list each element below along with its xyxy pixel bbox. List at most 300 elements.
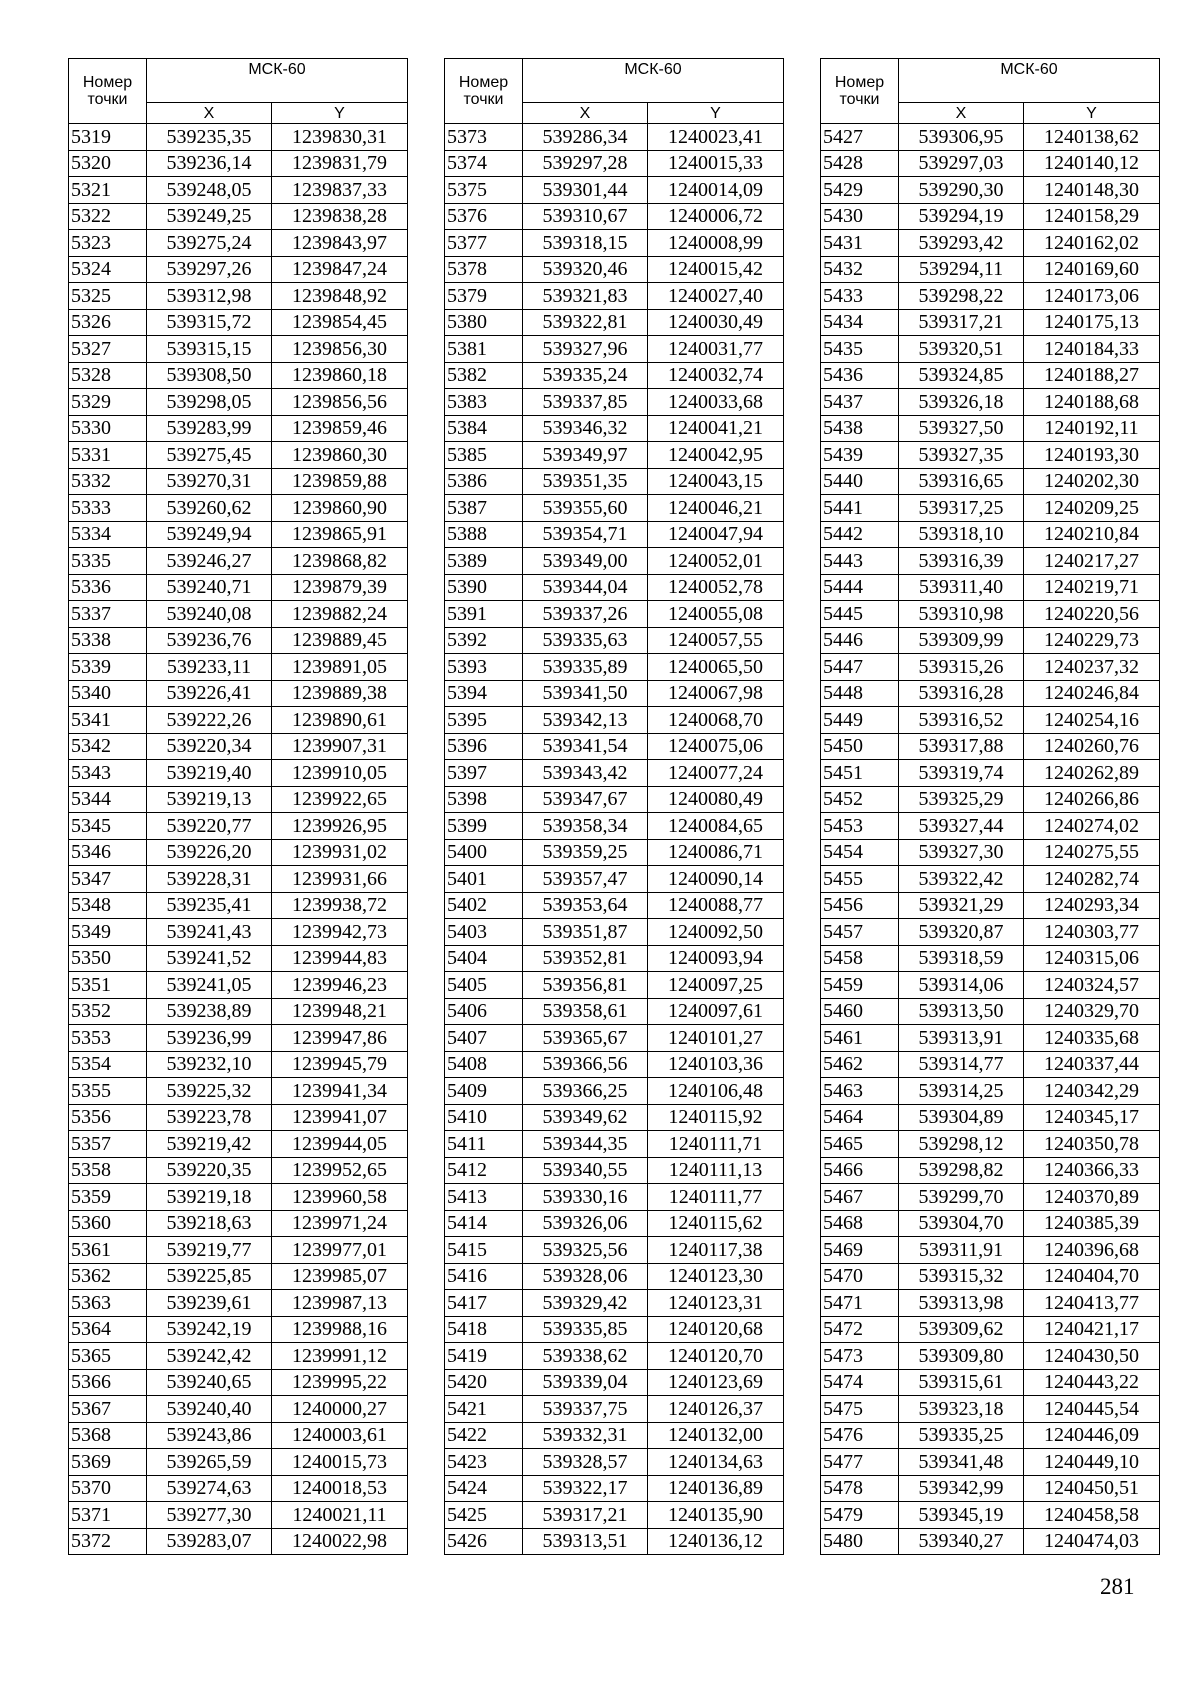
point-number-cell: 5393 (445, 654, 523, 681)
x-coordinate-cell: 539330,16 (523, 1184, 648, 1211)
point-number-cell: 5336 (69, 574, 147, 601)
y-coordinate-cell: 1240033,68 (648, 389, 784, 416)
table-row (821, 362, 1160, 389)
point-number-cell: 5450 (821, 733, 899, 760)
coordinates-table-3 (820, 58, 1160, 1555)
point-number-cell: 5321 (69, 177, 147, 204)
y-coordinate-cell: 1240396,68 (1024, 1237, 1160, 1264)
point-number-cell: 5402 (445, 892, 523, 919)
table-row (69, 1290, 408, 1317)
y-coordinate-cell: 1240088,77 (648, 892, 784, 919)
x-coordinate-cell: 539321,83 (523, 283, 648, 310)
y-coordinate-cell: 1240202,30 (1024, 468, 1160, 495)
y-coordinate-cell: 1240254,16 (1024, 707, 1160, 734)
y-coordinate-cell: 1240022,98 (272, 1528, 408, 1555)
y-coordinate-cell: 1239890,61 (272, 707, 408, 734)
x-coordinate-cell: 539337,26 (523, 601, 648, 628)
y-coordinate-cell: 1240337,44 (1024, 1051, 1160, 1078)
point-number-cell: 5477 (821, 1449, 899, 1476)
y-coordinate-cell: 1240303,77 (1024, 919, 1160, 946)
y-coordinate-cell: 1240092,50 (648, 919, 784, 946)
point-number-cell: 5370 (69, 1475, 147, 1502)
y-coordinate-cell: 1239952,65 (272, 1157, 408, 1184)
point-number-cell: 5428 (821, 150, 899, 177)
y-coordinate-cell: 1240008,99 (648, 230, 784, 257)
y-coordinate-cell: 1240041,21 (648, 415, 784, 442)
table-row (445, 680, 784, 707)
x-coordinate-cell: 539241,52 (147, 945, 272, 972)
table-row (69, 150, 408, 177)
table-row (69, 495, 408, 522)
table-row (69, 389, 408, 416)
point-number-cell: 5453 (821, 813, 899, 840)
table-row (445, 283, 784, 310)
table-row (445, 1051, 784, 1078)
point-number-cell: 5446 (821, 627, 899, 654)
y-coordinate-cell: 1240458,58 (1024, 1502, 1160, 1529)
table-row (821, 1290, 1160, 1317)
x-coordinate-cell: 539225,85 (147, 1263, 272, 1290)
x-coordinate-cell: 539314,25 (899, 1078, 1024, 1105)
y-coordinate-cell: 1240021,11 (272, 1502, 408, 1529)
y-coordinate-cell: 1240138,62 (1024, 124, 1160, 151)
x-coordinate-cell: 539297,28 (523, 150, 648, 177)
point-number-cell: 5366 (69, 1369, 147, 1396)
table-row (445, 389, 784, 416)
y-coordinate-cell: 1240136,89 (648, 1475, 784, 1502)
table-row (69, 1422, 408, 1449)
x-coordinate-cell: 539304,89 (899, 1104, 1024, 1131)
x-coordinate-cell: 539312,98 (147, 283, 272, 310)
point-number-cell: 5348 (69, 892, 147, 919)
x-coordinate-cell: 539309,62 (899, 1316, 1024, 1343)
table-row (821, 627, 1160, 654)
table-row (821, 1210, 1160, 1237)
point-number-cell: 5449 (821, 707, 899, 734)
table-row (445, 1502, 784, 1529)
table-row (445, 919, 784, 946)
y-coordinate-cell: 1240043,15 (648, 468, 784, 495)
y-coordinate-cell: 1239931,66 (272, 866, 408, 893)
point-number-cell: 5373 (445, 124, 523, 151)
y-coordinate-cell: 1239843,97 (272, 230, 408, 257)
point-number-header: Номер точки (821, 59, 899, 124)
y-coordinate-cell: 1240111,13 (648, 1157, 784, 1184)
y-coordinate-cell: 1240086,71 (648, 839, 784, 866)
table-row (821, 1078, 1160, 1105)
table-row (821, 468, 1160, 495)
y-coordinate-cell: 1239942,73 (272, 919, 408, 946)
point-number-cell: 5465 (821, 1131, 899, 1158)
point-number-cell: 5436 (821, 362, 899, 389)
x-coordinate-cell: 539243,86 (147, 1422, 272, 1449)
table-row (821, 1316, 1160, 1343)
x-coordinate-cell: 539319,74 (899, 760, 1024, 787)
point-number-cell: 5367 (69, 1396, 147, 1423)
table-row (821, 256, 1160, 283)
point-number-cell: 5337 (69, 601, 147, 628)
y-coordinate-cell: 1239882,24 (272, 601, 408, 628)
y-coordinate-cell: 1239910,05 (272, 760, 408, 787)
y-coordinate-cell: 1239865,91 (272, 521, 408, 548)
point-number-cell: 5323 (69, 230, 147, 257)
table-row (445, 203, 784, 230)
table-row (445, 892, 784, 919)
x-coordinate-cell: 539301,44 (523, 177, 648, 204)
y-coordinate-cell: 1240003,61 (272, 1422, 408, 1449)
y-coordinate-cell: 1240169,60 (1024, 256, 1160, 283)
point-number-cell: 5459 (821, 972, 899, 999)
table-row (821, 283, 1160, 310)
table-row (445, 177, 784, 204)
point-number-cell: 5395 (445, 707, 523, 734)
x-coordinate-cell: 539358,61 (523, 998, 648, 1025)
x-coordinate-cell: 539310,98 (899, 601, 1024, 628)
y-coordinate-cell: 1240047,94 (648, 521, 784, 548)
y-coordinate-cell: 1239944,83 (272, 945, 408, 972)
x-coordinate-cell: 539275,45 (147, 442, 272, 469)
y-coordinate-cell: 1240018,53 (272, 1475, 408, 1502)
table-row (69, 415, 408, 442)
x-coordinate-cell: 539240,65 (147, 1369, 272, 1396)
x-coordinate-cell: 539317,25 (899, 495, 1024, 522)
y-coordinate-cell: 1240068,70 (648, 707, 784, 734)
x-coordinate-cell: 539241,05 (147, 972, 272, 999)
y-coordinate-cell: 1240193,30 (1024, 442, 1160, 469)
x-coordinate-cell: 539318,15 (523, 230, 648, 257)
table-row (69, 707, 408, 734)
point-number-cell: 5331 (69, 442, 147, 469)
table-row (445, 362, 784, 389)
y-coordinate-cell: 1240449,10 (1024, 1449, 1160, 1476)
x-coordinate-cell: 539316,28 (899, 680, 1024, 707)
y-coordinate-cell: 1240084,65 (648, 813, 784, 840)
y-coordinate-cell: 1240342,29 (1024, 1078, 1160, 1105)
point-number-cell: 5430 (821, 203, 899, 230)
point-number-cell: 5448 (821, 680, 899, 707)
x-coordinate-cell: 539249,25 (147, 203, 272, 230)
x-header: X (523, 103, 648, 124)
y-coordinate-cell: 1240106,48 (648, 1078, 784, 1105)
table-row (69, 919, 408, 946)
coordinate-system-header: МСК-60 (899, 59, 1160, 103)
x-coordinate-cell: 539309,99 (899, 627, 1024, 654)
y-coordinate-cell: 1240103,36 (648, 1051, 784, 1078)
table-row (69, 627, 408, 654)
x-coordinate-cell: 539351,35 (523, 468, 648, 495)
y-coordinate-cell: 1239859,88 (272, 468, 408, 495)
x-coordinate-cell: 539238,89 (147, 998, 272, 1025)
table-row (821, 1263, 1160, 1290)
x-coordinate-cell: 539248,05 (147, 177, 272, 204)
point-number-cell: 5326 (69, 309, 147, 336)
table-row (445, 1210, 784, 1237)
point-number-cell: 5424 (445, 1475, 523, 1502)
point-number-cell: 5332 (69, 468, 147, 495)
y-coordinate-cell: 1240134,63 (648, 1449, 784, 1476)
y-coordinate-cell: 1239987,13 (272, 1290, 408, 1317)
point-number-cell: 5385 (445, 442, 523, 469)
point-number-cell: 5431 (821, 230, 899, 257)
x-coordinate-cell: 539297,26 (147, 256, 272, 283)
table-row (821, 892, 1160, 919)
x-coordinate-cell: 539235,35 (147, 124, 272, 151)
x-coordinate-cell: 539327,44 (899, 813, 1024, 840)
x-coordinate-cell: 539220,77 (147, 813, 272, 840)
table-row (69, 1025, 408, 1052)
y-coordinate-cell: 1240023,41 (648, 124, 784, 151)
y-coordinate-cell: 1240042,95 (648, 442, 784, 469)
point-number-cell: 5451 (821, 760, 899, 787)
x-coordinate-cell: 539313,98 (899, 1290, 1024, 1317)
x-coordinate-cell: 539335,89 (523, 654, 648, 681)
point-number-cell: 5468 (821, 1210, 899, 1237)
table-row (445, 786, 784, 813)
table-row (445, 442, 784, 469)
x-coordinate-cell: 539366,56 (523, 1051, 648, 1078)
x-coordinate-cell: 539326,06 (523, 1210, 648, 1237)
point-number-cell: 5341 (69, 707, 147, 734)
table-row (69, 601, 408, 628)
table-row (445, 150, 784, 177)
table-row (445, 336, 784, 363)
point-number-cell: 5388 (445, 521, 523, 548)
point-number-cell: 5346 (69, 839, 147, 866)
point-number-cell: 5349 (69, 919, 147, 946)
table-row (445, 1528, 784, 1555)
table-row (445, 1396, 784, 1423)
table-row (445, 813, 784, 840)
point-number-cell: 5387 (445, 495, 523, 522)
table-row (821, 998, 1160, 1025)
table-row (445, 1104, 784, 1131)
point-number-cell: 5361 (69, 1237, 147, 1264)
y-coordinate-cell: 1240162,02 (1024, 230, 1160, 257)
y-header: Y (648, 103, 784, 124)
table-row (821, 707, 1160, 734)
point-number-cell: 5339 (69, 654, 147, 681)
y-coordinate-cell: 1240274,02 (1024, 813, 1160, 840)
x-coordinate-cell: 539335,85 (523, 1316, 648, 1343)
x-coordinate-cell: 539242,42 (147, 1343, 272, 1370)
table-row (821, 1369, 1160, 1396)
point-number-cell: 5374 (445, 150, 523, 177)
x-coordinate-cell: 539341,50 (523, 680, 648, 707)
y-coordinate-cell: 1240097,25 (648, 972, 784, 999)
point-number-cell: 5338 (69, 627, 147, 654)
point-number-cell: 5358 (69, 1157, 147, 1184)
point-number-cell: 5377 (445, 230, 523, 257)
point-number-cell: 5414 (445, 1210, 523, 1237)
point-number-cell: 5345 (69, 813, 147, 840)
x-coordinate-cell: 539321,29 (899, 892, 1024, 919)
y-coordinate-cell: 1240329,70 (1024, 998, 1160, 1025)
y-coordinate-cell: 1240111,77 (648, 1184, 784, 1211)
point-number-cell: 5403 (445, 919, 523, 946)
table-row (821, 442, 1160, 469)
x-coordinate-cell: 539308,50 (147, 362, 272, 389)
point-number-cell: 5423 (445, 1449, 523, 1476)
point-number-cell: 5461 (821, 1025, 899, 1052)
x-coordinate-cell: 539355,60 (523, 495, 648, 522)
x-coordinate-cell: 539265,59 (147, 1449, 272, 1476)
x-coordinate-cell: 539320,51 (899, 336, 1024, 363)
point-number-cell: 5408 (445, 1051, 523, 1078)
table-row (821, 1422, 1160, 1449)
table-row (821, 336, 1160, 363)
table-row (821, 1502, 1160, 1529)
point-number-cell: 5397 (445, 760, 523, 787)
point-number-cell: 5365 (69, 1343, 147, 1370)
table-row (445, 468, 784, 495)
x-coordinate-cell: 539315,26 (899, 654, 1024, 681)
point-number-cell: 5329 (69, 389, 147, 416)
point-number-cell: 5357 (69, 1131, 147, 1158)
y-coordinate-cell: 1240077,24 (648, 760, 784, 787)
point-number-cell: 5443 (821, 548, 899, 575)
point-number-cell: 5476 (821, 1422, 899, 1449)
y-coordinate-cell: 1240090,14 (648, 866, 784, 893)
point-number-cell: 5422 (445, 1422, 523, 1449)
y-coordinate-cell: 1240101,27 (648, 1025, 784, 1052)
point-number-cell: 5470 (821, 1263, 899, 1290)
table-row (821, 839, 1160, 866)
y-coordinate-cell: 1239947,86 (272, 1025, 408, 1052)
table-row (445, 1184, 784, 1211)
point-number-cell: 5427 (821, 124, 899, 151)
y-coordinate-cell: 1240120,70 (648, 1343, 784, 1370)
x-coordinate-cell: 539332,31 (523, 1422, 648, 1449)
point-number-cell: 5444 (821, 574, 899, 601)
point-number-cell: 5333 (69, 495, 147, 522)
y-coordinate-cell: 1240266,86 (1024, 786, 1160, 813)
x-coordinate-cell: 539241,43 (147, 919, 272, 946)
table-row (69, 1131, 408, 1158)
x-coordinate-cell: 539313,50 (899, 998, 1024, 1025)
point-number-cell: 5383 (445, 389, 523, 416)
table-row (69, 1210, 408, 1237)
point-number-cell: 5419 (445, 1343, 523, 1370)
x-coordinate-cell: 539219,77 (147, 1237, 272, 1264)
table-row (821, 1131, 1160, 1158)
point-number-cell: 5380 (445, 309, 523, 336)
coordinate-system-header: МСК-60 (147, 59, 408, 103)
point-number-cell: 5391 (445, 601, 523, 628)
x-coordinate-cell: 539315,15 (147, 336, 272, 363)
table-row (821, 389, 1160, 416)
table-row (69, 468, 408, 495)
point-number-cell: 5442 (821, 521, 899, 548)
point-number-cell: 5335 (69, 548, 147, 575)
table-row (821, 1104, 1160, 1131)
table-row (445, 1290, 784, 1317)
y-coordinate-cell: 1239868,82 (272, 548, 408, 575)
x-coordinate-cell: 539304,70 (899, 1210, 1024, 1237)
x-coordinate-cell: 539324,85 (899, 362, 1024, 389)
point-number-cell: 5363 (69, 1290, 147, 1317)
y-coordinate-cell: 1240275,55 (1024, 839, 1160, 866)
y-coordinate-cell: 1240148,30 (1024, 177, 1160, 204)
table-row (69, 972, 408, 999)
table-row (821, 1184, 1160, 1211)
y-coordinate-cell: 1240219,71 (1024, 574, 1160, 601)
point-number-cell: 5432 (821, 256, 899, 283)
point-number-cell: 5401 (445, 866, 523, 893)
table-row (69, 1528, 408, 1555)
x-coordinate-cell: 539328,06 (523, 1263, 648, 1290)
table-row (69, 733, 408, 760)
y-coordinate-cell: 1239907,31 (272, 733, 408, 760)
x-coordinate-cell: 539228,31 (147, 866, 272, 893)
table-row (445, 707, 784, 734)
y-coordinate-cell: 1240446,09 (1024, 1422, 1160, 1449)
y-coordinate-cell: 1240404,70 (1024, 1263, 1160, 1290)
point-number-cell: 5413 (445, 1184, 523, 1211)
point-number-cell: 5441 (821, 495, 899, 522)
x-coordinate-cell: 539316,52 (899, 707, 1024, 734)
point-number-cell: 5396 (445, 733, 523, 760)
table-row (445, 1078, 784, 1105)
x-coordinate-cell: 539240,40 (147, 1396, 272, 1423)
table-row (69, 945, 408, 972)
y-coordinate-cell: 1240262,89 (1024, 760, 1160, 787)
x-coordinate-cell: 539365,67 (523, 1025, 648, 1052)
point-number-cell: 5479 (821, 1502, 899, 1529)
point-number-cell: 5439 (821, 442, 899, 469)
table-row (69, 442, 408, 469)
y-coordinate-cell: 1240188,27 (1024, 362, 1160, 389)
table-row (445, 1449, 784, 1476)
point-number-cell: 5319 (69, 124, 147, 151)
x-coordinate-cell: 539240,08 (147, 601, 272, 628)
point-number-cell: 5379 (445, 283, 523, 310)
table-row (69, 362, 408, 389)
point-number-cell: 5445 (821, 601, 899, 628)
x-coordinate-cell: 539354,71 (523, 521, 648, 548)
y-coordinate-cell: 1240120,68 (648, 1316, 784, 1343)
table-row (445, 998, 784, 1025)
y-coordinate-cell: 1239891,05 (272, 654, 408, 681)
y-coordinate-cell: 1240052,78 (648, 574, 784, 601)
table-row (445, 760, 784, 787)
table-row (445, 1025, 784, 1052)
table-row (445, 415, 784, 442)
table-row (445, 548, 784, 575)
x-coordinate-cell: 539327,50 (899, 415, 1024, 442)
y-coordinate-cell: 1240126,37 (648, 1396, 784, 1423)
y-coordinate-cell: 1240006,72 (648, 203, 784, 230)
y-coordinate-cell: 1240430,50 (1024, 1343, 1160, 1370)
table-row (69, 548, 408, 575)
table-row (69, 1343, 408, 1370)
y-coordinate-cell: 1239960,58 (272, 1184, 408, 1211)
point-number-cell: 5467 (821, 1184, 899, 1211)
table-row (821, 945, 1160, 972)
point-number-cell: 5411 (445, 1131, 523, 1158)
y-coordinate-cell: 1239985,07 (272, 1263, 408, 1290)
x-coordinate-cell: 539236,14 (147, 150, 272, 177)
table-row (69, 654, 408, 681)
point-number-cell: 5399 (445, 813, 523, 840)
point-number-cell: 5356 (69, 1104, 147, 1131)
x-coordinate-cell: 539323,18 (899, 1396, 1024, 1423)
table-row (445, 601, 784, 628)
x-coordinate-cell: 539325,29 (899, 786, 1024, 813)
x-coordinate-cell: 539349,97 (523, 442, 648, 469)
point-number-cell: 5384 (445, 415, 523, 442)
y-coordinate-cell: 1240217,27 (1024, 548, 1160, 575)
x-coordinate-cell: 539298,12 (899, 1131, 1024, 1158)
